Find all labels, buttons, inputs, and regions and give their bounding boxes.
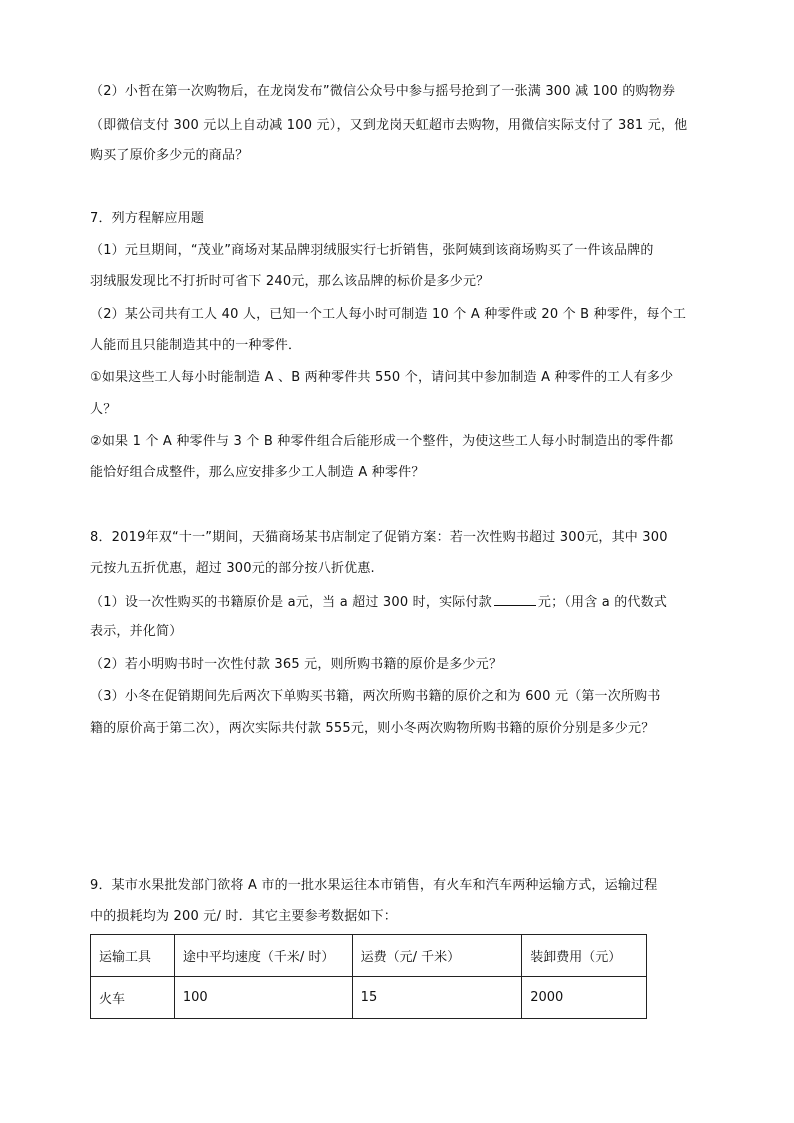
answer-blank[interactable] <box>494 591 536 606</box>
q7-p1-line-1: （1）元旦期间，“茂业”商场对某品牌羽绒服实行七折销售，张阿姨到该商场购买了一件该品牌的 <box>90 243 654 258</box>
q8-p3-line-1: （3）小冬在促销期间先后两次下单购买书籍，两次所购书籍的原价之和为 600 元（第一次所购书 <box>90 689 661 704</box>
q7-s2-line-2: 能恰好组合成整件，那么应安排多少工人制造 A 种零件？ <box>90 465 425 480</box>
transport-data-table <box>90 934 647 1019</box>
q7-p2-line-2: 人能而且只能制造其中的一种零件． <box>90 338 302 353</box>
q8-p1-text-after: 元；（用含 a 的代数式 <box>537 595 668 610</box>
table-header-row <box>91 935 647 977</box>
table-cell: 15 <box>352 977 522 1019</box>
q8-line-1: 8．2019年双“十一”期间，天猫商场某书店制定了促销方案：若一次性购书超过 300元，其中 300 <box>90 530 668 545</box>
q7-p1-line-2: 羽绒服发现比不打折时可省下 240元，那么该品牌的标价是多少元？ <box>90 274 490 289</box>
q7-s1-line-2: 人？ <box>90 402 117 417</box>
q6-p2-line-2: （即微信支付 300 元以上自动减 100 元），又到龙岗天虹超市去购物，用微信实际支付了 381 元，他 <box>90 118 688 133</box>
table-header-cell: 装卸费用（元） <box>522 935 647 977</box>
q7-s2-line-1: ②如果 1 个 A 种零件与 3 个 B 种零件组合后能形成一个整件，为使这些工人每小时制造出的零件都 <box>90 434 674 449</box>
table-cell: 火车 <box>91 977 175 1019</box>
q6-p2-line-3: 购买了原价多少元的商品？ <box>90 148 249 163</box>
q7-title: 7．列方程解应用题 <box>90 211 205 226</box>
q8-p1-line-1 <box>90 591 698 613</box>
q9-line-2: 中的损耗均为 200 元/ 时．其它主要参考数据如下： <box>90 909 397 924</box>
q7-s1-line-1: ①如果这些工人每小时能制造 A 、B 两种零件共 550 个，请问其中参加制造 A 种零件的工人有多少 <box>90 370 674 385</box>
table-header-cell: 途中平均速度（千米/ 时） <box>174 935 352 977</box>
q9-line-1: 9．某市水果批发部门欲将 A 市的一批水果运往本市销售，有火车和汽车两种运输方式，运输过程 <box>90 878 658 893</box>
q8-p3-line-2: 籍的原价高于第二次），两次实际共付款 555元，则小冬两次购物所购书籍的原价分别是多少元？ <box>90 721 655 736</box>
table-header-cell: 运费（元/ 千米） <box>352 935 522 977</box>
q7-p2-line-1: （2）某公司共有工人 40 人，已知一个工人每小时可制造 10 个 A 种零件或 20 个 B 种零件，每个工 <box>90 307 687 322</box>
table-row <box>91 977 647 1019</box>
table-cell: 2000 <box>522 977 647 1019</box>
q8-p2: （2）若小明购书时一次性付款 365 元，则所购书籍的原价是多少元？ <box>90 657 503 672</box>
table-header-cell: 运输工具 <box>91 935 175 977</box>
q8-p1-text-before: （1）设一次性购买的书籍原价是 a元，当 a 超过 300 时，实际付款 <box>90 595 492 610</box>
table-cell: 100 <box>174 977 352 1019</box>
q8-p1-line-2: 表示，并化简） <box>90 624 183 639</box>
q6-p2-line-1: （2）小哲在第一次购物后，在龙岗发布”微信公众号中参与摇号抢到了一张满 300 减 100 的购物券 <box>90 84 676 99</box>
q8-line-2: 元按九五折优惠，超过 300元的部分按八折优惠. <box>90 561 375 576</box>
